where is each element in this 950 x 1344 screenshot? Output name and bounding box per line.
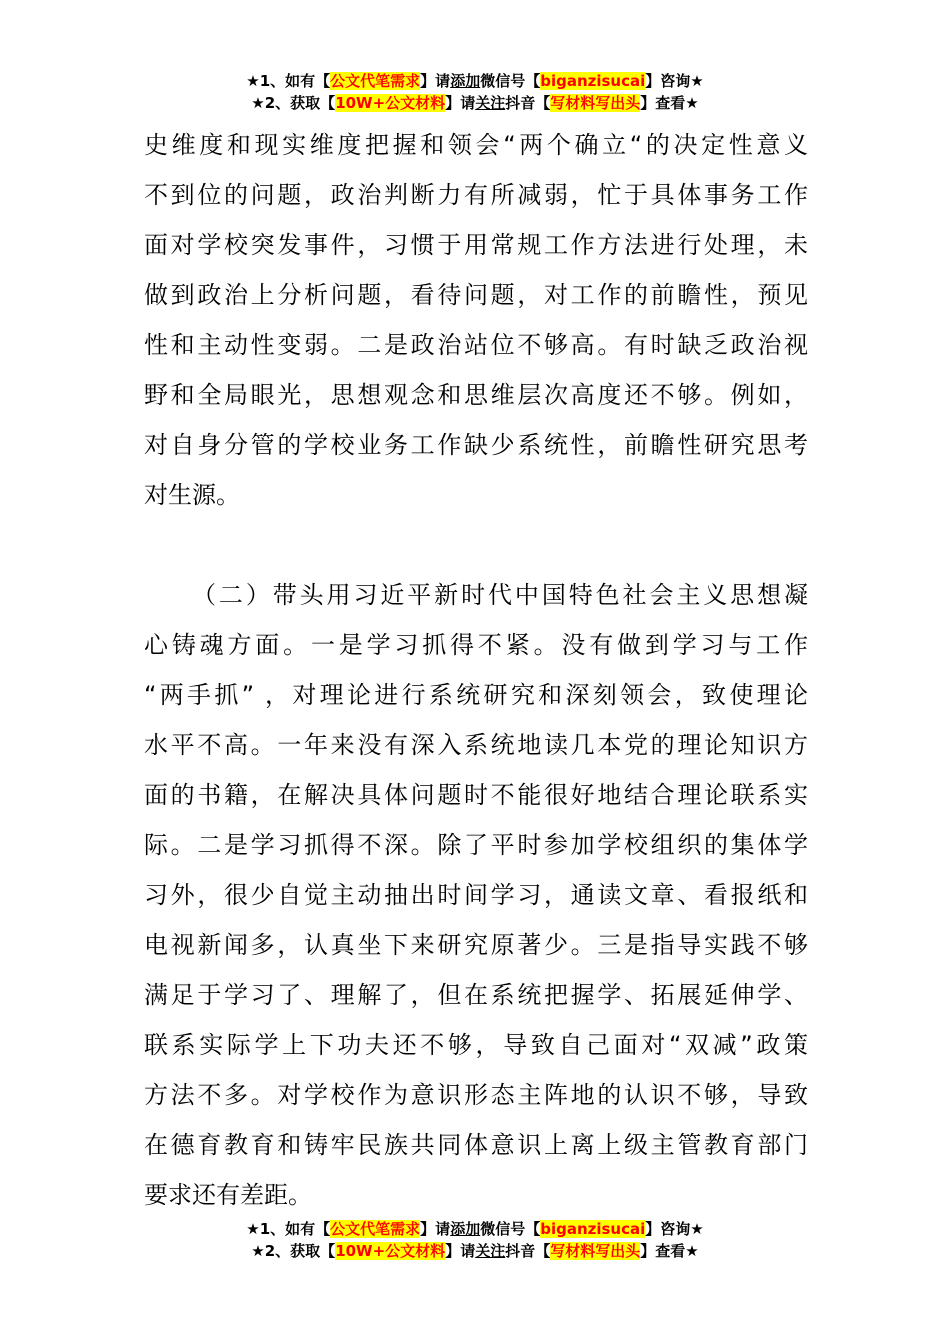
banner-underline: 添加: [450, 72, 481, 90]
text-line: 满足于学习了、理解了，但在系统把握学、拓展延伸学、: [144, 981, 808, 1009]
text-line: 要求还有差距。: [144, 1181, 312, 1209]
banner-text: 】请: [445, 94, 476, 112]
banner-highlight: 写材料写出头: [550, 94, 641, 112]
banner-highlight: 公文代笔需求: [330, 72, 421, 90]
footer-banner: [0, 1218, 950, 1262]
banner-text: ★2、获取【: [251, 94, 336, 112]
banner-text: 】查看★: [640, 94, 699, 112]
text-line: 面对学校突发事件，习惯于用常规工作方法进行处理，未: [144, 231, 808, 259]
text-line: 际。二是学习抓得不深。除了平时参加学校组织的集体学: [144, 831, 808, 859]
banner-underline: 添加: [450, 1220, 481, 1238]
banner-text: 】咨询★: [645, 72, 704, 90]
paragraph-2: [144, 570, 808, 1220]
banner-highlight: 10W+公文材料: [335, 94, 446, 112]
banner-line-2: [0, 1240, 950, 1262]
text-line: 对生源。: [144, 481, 240, 509]
text-line: “两手抓” ，对理论进行系统研究和深刻领会，致使理论: [144, 681, 808, 709]
text-line: 联系实际学上下功夫还不够，导致自己面对“双减”政策: [144, 1031, 808, 1059]
text-line: 在德育教育和铸牢民族共同体意识上离上级主管教育部门: [144, 1131, 808, 1159]
banner-text: 】查看★: [640, 1242, 699, 1260]
text-line: 电视新闻多，认真坐下来研究原著少。三是指导实践不够: [144, 931, 808, 959]
paragraph-1: [144, 120, 808, 520]
banner-underline: 关注: [475, 1242, 506, 1260]
text-line: 面的书籍，在解决具体问题时不能很好地结合理论联系实: [144, 781, 808, 809]
banner-text: 微信号【: [480, 1220, 541, 1238]
banner-text: 抖音【: [505, 94, 551, 112]
banner-highlight: biganzisucai: [540, 72, 646, 90]
banner-text: 】咨询★: [645, 1220, 704, 1238]
banner-underline: 关注: [475, 94, 506, 112]
text-line: （二）带头用习近平新时代中国特色社会主义思想凝: [192, 581, 808, 609]
banner-text: ★2、获取【: [251, 1242, 336, 1260]
text-line: 对自身分管的学校业务工作缺少系统性，前瞻性研究思考: [144, 431, 808, 459]
text-line: 做到政治上分析问题，看待问题，对工作的前瞻性，预见: [144, 281, 808, 309]
text-line: 野和全局眼光，思想观念和思维层次高度还不够。例如，: [144, 381, 808, 409]
banner-text: 抖音【: [505, 1242, 551, 1260]
text-line: 不到位的问题，政治判断力有所减弱，忙于具体事务工作: [144, 181, 808, 209]
text-line: 心铸魂方面。一是学习抓得不紧。没有做到学习与工作: [144, 631, 808, 659]
banner-text: 】请: [420, 72, 451, 90]
banner-text: 】请: [445, 1242, 476, 1260]
text-line: 水平不高。一年来没有深入系统地读几本党的理论知识方: [144, 731, 808, 759]
header-banner: [0, 70, 950, 114]
text-line: 方法不多。对学校作为意识形态主阵地的认识不够，导致: [144, 1081, 808, 1109]
text-line: 性和主动性变弱。二是政治站位不够高。有时缺乏政治视: [144, 331, 808, 359]
banner-highlight: 写材料写出头: [550, 1242, 641, 1260]
banner-highlight: biganzisucai: [540, 1220, 646, 1238]
text-line: 习外，很少自觉主动抽出时间学习，通读文章、看报纸和: [144, 881, 808, 909]
banner-highlight: 公文代笔需求: [330, 1220, 421, 1238]
banner-text: 】请: [420, 1220, 451, 1238]
banner-highlight: 10W+公文材料: [335, 1242, 446, 1260]
banner-line-2: [0, 92, 950, 114]
banner-line-1: [0, 70, 950, 92]
text-line: 史维度和现实维度把握和领会“两个确立“的决定性意义: [144, 131, 808, 159]
banner-text: ★1、如有【: [246, 1220, 331, 1238]
banner-text: 微信号【: [480, 72, 541, 90]
banner-line-1: [0, 1218, 950, 1240]
banner-text: ★1、如有【: [246, 72, 331, 90]
